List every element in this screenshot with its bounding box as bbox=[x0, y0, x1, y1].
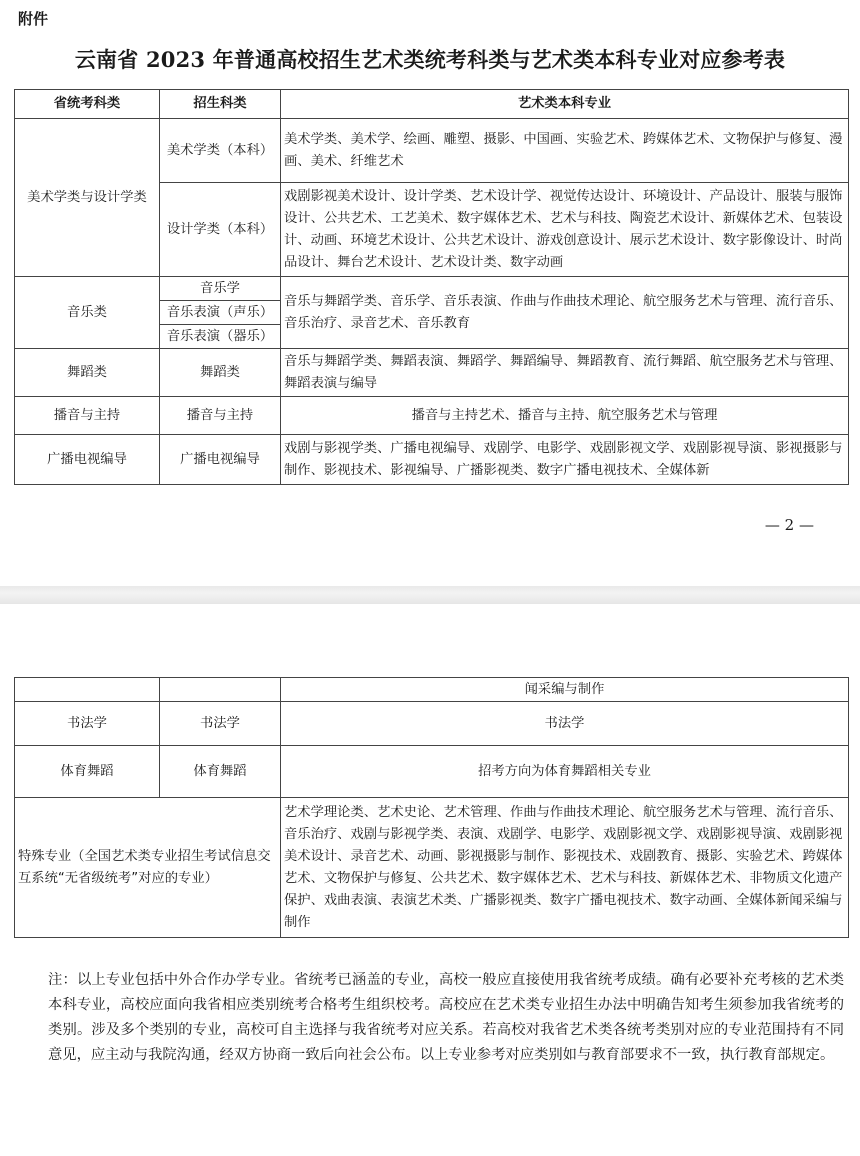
header-province-category: 省统考科类 bbox=[15, 90, 160, 119]
majors-cell: 音乐与舞蹈学类、舞蹈表演、舞蹈学、舞蹈编导、舞蹈教育、流行舞蹈、航空服务艺术与管理、舞蹈表演与编导 bbox=[281, 349, 849, 397]
majors-cell: 美术学类、美术学、绘画、雕塑、摄影、中国画、实验艺术、跨媒体艺术、文物保护与修复、漫画、美术、纤维艺术 bbox=[281, 119, 849, 183]
header-enroll-category: 招生科类 bbox=[160, 90, 281, 119]
document-title: 云南省 2023 年普通高校招生艺术类统考科类与艺术类本科专业对应参考表 bbox=[74, 47, 786, 72]
category-cell: 广播电视编导 bbox=[15, 435, 160, 485]
header-art-majors: 艺术类本科专业 bbox=[281, 90, 849, 119]
enroll-cell: 设计学类（本科） bbox=[160, 183, 281, 277]
table-row bbox=[15, 702, 849, 746]
reference-table bbox=[14, 89, 849, 485]
table-row bbox=[15, 277, 849, 301]
enroll-cell: 音乐表演（器乐） bbox=[160, 325, 281, 349]
table-header-row bbox=[15, 90, 849, 119]
reference-table-continued bbox=[14, 677, 849, 938]
enroll-cell: 播音与主持 bbox=[160, 397, 281, 435]
enroll-cell: 书法学 bbox=[160, 702, 281, 746]
majors-cell: 播音与主持艺术、播音与主持、航空服务艺术与管理 bbox=[281, 397, 849, 435]
majors-cell bbox=[281, 435, 849, 485]
enroll-cell: 音乐表演（声乐） bbox=[160, 301, 281, 325]
table-row bbox=[15, 798, 849, 938]
category-cell: 播音与主持 bbox=[15, 397, 160, 435]
majors-cell: 闻采编与制作 bbox=[281, 678, 849, 702]
footnote: 注：以上专业包括中外合作办学专业。省统考已涵盖的专业，高校一般应直接使用我省统考成绩。确有必要补充考核的艺术类本科专业，高校应面向我省相应类别统考合格考生组织校考。高校应在艺术类专业招生办法中明确告知考生须参加我省统考的类别。涉及多个类别的专业，高校可自主选择与我省统考对应关系。若高校对我省艺术类各统考类别对应的专业范围持有不同意见，应主动与我院沟通，经双方协商一致后向社会公布。以上专业参考对应类别如与教育部要求不一致，执行教育部规定。 bbox=[48, 972, 844, 1063]
enroll-cell: 体育舞蹈 bbox=[160, 746, 281, 798]
category-cell: 特殊专业（全国艺术类专业招生考试信息交互系统“无省级统考”对应的专业） bbox=[15, 798, 281, 938]
enroll-cell: 音乐学 bbox=[160, 277, 281, 301]
category-cell: 音乐类 bbox=[15, 277, 160, 349]
category-cell: 美术学类与设计学类 bbox=[15, 119, 160, 277]
table-row bbox=[15, 746, 849, 798]
table-row bbox=[15, 397, 849, 435]
empty-cell bbox=[15, 678, 160, 702]
majors-cell: 艺术学理论类、艺术史论、艺术管理、作曲与作曲技术理论、航空服务艺术与管理、流行音乐、音乐治疗、戏剧与影视学类、表演、戏剧学、电影学、戏剧影视文学、戏剧影视导演、戏剧影视美术设计、录音艺术、动画、影视摄影与制作、影视技术、戏剧教育、摄影、实验艺术、跨媒体艺术、文物保护与修复、公共艺术、数字媒体艺术、艺术与科技、新媒体艺术、非物质文化遗产保护、戏曲表演、表演艺术类、广播影视类、数字广播电视技术、数字动画、全媒体新闻采编与制作 bbox=[281, 798, 849, 938]
table-row bbox=[15, 119, 849, 183]
category-cell: 舞蹈类 bbox=[15, 349, 160, 397]
attachment-label: 附件 bbox=[18, 10, 49, 28]
category-cell: 体育舞蹈 bbox=[15, 746, 160, 798]
empty-cell bbox=[160, 678, 281, 702]
enroll-cell: 美术学类（本科） bbox=[160, 119, 281, 183]
majors-cell: 音乐与舞蹈学类、音乐学、音乐表演、作曲与作曲技术理论、航空服务艺术与管理、流行音乐、音乐治疗、录音艺术、音乐教育 bbox=[281, 277, 849, 349]
category-cell: 书法学 bbox=[15, 702, 160, 746]
majors-cell: 招考方向为体育舞蹈相关专业 bbox=[281, 746, 849, 798]
page-separator bbox=[0, 586, 860, 604]
enroll-cell: 广播电视编导 bbox=[160, 435, 281, 485]
majors-cell: 书法学 bbox=[281, 702, 849, 746]
majors-cell: 戏剧影视美术设计、设计学类、艺术设计学、视觉传达设计、环境设计、产品设计、服装与服饰设计、公共艺术、工艺美术、数字媒体艺术、艺术与科技、陶瓷艺术设计、新媒体艺术、包装设计、动画、环境艺术设计、公共艺术设计、游戏创意设计、展示艺术设计、数字影像设计、时尚品设计、舞台艺术设计、艺术设计类、数字动画 bbox=[281, 183, 849, 277]
majors-text: 戏剧与影视学类、广播电视编导、戏剧学、电影学、戏剧影视文学、戏剧影视导演、影视摄影与制作、影视技术、影视编导、广播影视类、数字广播电视技术、全媒体新 bbox=[284, 440, 843, 478]
table-row bbox=[15, 678, 849, 702]
page-number: — 2 — bbox=[764, 516, 814, 534]
table-row bbox=[15, 435, 849, 485]
table-row bbox=[15, 349, 849, 397]
enroll-cell: 舞蹈类 bbox=[160, 349, 281, 397]
